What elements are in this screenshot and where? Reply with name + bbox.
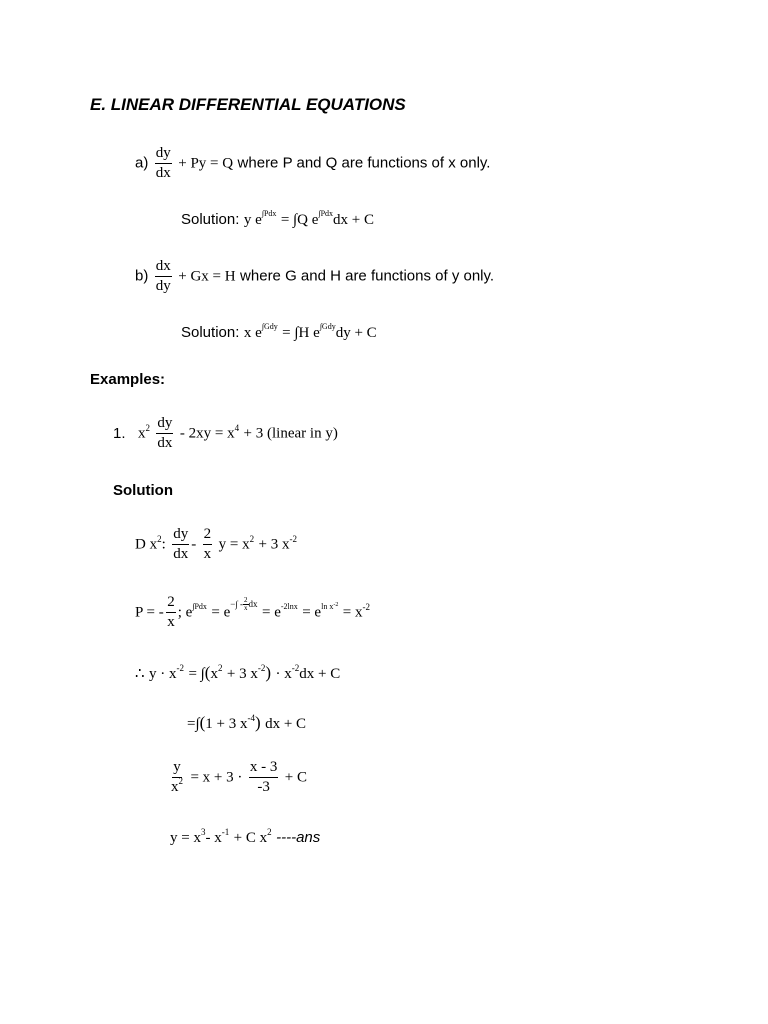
frac-num: dy (155, 146, 172, 164)
right-paren: ) (254, 713, 261, 732)
frac-den (170, 778, 184, 795)
step-5 (168, 760, 307, 795)
case-a-description: where P and Q are functions of x only. (237, 154, 491, 172)
expr: = x (342, 604, 363, 621)
exponent: ∫Pdx (192, 601, 207, 611)
exponent: -2 (176, 663, 184, 673)
exponent: -2 (333, 601, 339, 608)
step-6-answer (170, 829, 320, 847)
expr: + 3 (linear in y) (243, 425, 338, 442)
example-1 (113, 416, 338, 451)
frac-num: dy (172, 527, 189, 545)
expr: + C (284, 769, 307, 786)
frac-num: 2 (203, 527, 213, 545)
exponent: ln x (321, 601, 334, 611)
case-b-derivative (155, 259, 172, 294)
expr: 1 + 3 x (205, 716, 248, 732)
fraction (166, 595, 176, 630)
case-a-rest: + Py = Q (178, 155, 234, 172)
expr: dx + C (333, 212, 375, 228)
expr: x (137, 425, 146, 442)
expr: = ∫H e (282, 325, 320, 341)
frac-den: x (244, 604, 248, 613)
exponent: -2lnx (280, 601, 298, 611)
frac-num: 2 (166, 595, 176, 613)
expr: ; e (177, 604, 193, 621)
expr: x e (243, 325, 262, 341)
case-b-rest: + Gx = H (178, 268, 236, 285)
solution-label: Solution: (181, 324, 240, 341)
expr: - 2xy = x (179, 425, 235, 442)
expr: + C x (233, 830, 268, 846)
expr: P = - (135, 604, 164, 621)
exponent: -2 (362, 601, 370, 612)
expr: dx + C (265, 716, 307, 732)
therefore-symbol: ∴ (135, 666, 145, 682)
frac-den: dx (155, 165, 171, 181)
derivative (156, 416, 173, 451)
step-4 (187, 714, 306, 733)
exponent-group (230, 596, 258, 613)
solution-heading: Solution (113, 482, 173, 499)
expr: = x + 3 · (190, 769, 243, 786)
derivative (172, 527, 189, 562)
step-2 (135, 595, 370, 630)
case-a-derivative (155, 146, 172, 181)
frac-num: dy (156, 416, 173, 434)
expr: : (161, 536, 166, 553)
expr: y = x (170, 830, 201, 846)
frac-num: dx (155, 259, 172, 277)
expr: x (171, 779, 179, 795)
frac-den: dy (155, 278, 171, 294)
frac-den: x (203, 546, 212, 562)
expr: + 3 x (258, 536, 290, 553)
exponent: -1 (221, 827, 230, 837)
fraction (203, 527, 213, 562)
expr: dy + C (335, 325, 377, 341)
expr: - x (205, 830, 222, 846)
frac-num: 2 (244, 596, 248, 605)
exponent: ∫Gdy (319, 322, 336, 331)
exponent: −∫ - (230, 598, 244, 609)
frac-den: dx (173, 546, 189, 562)
exponent: 2 (267, 827, 272, 837)
case-b-description: where G and H are functions of y only. (240, 267, 495, 285)
expr: = e (302, 604, 322, 621)
exponent: 3 (200, 827, 206, 837)
exponent: 2 (217, 663, 223, 673)
frac-den: dx (157, 435, 173, 451)
expr: - (191, 536, 197, 553)
step-1 (135, 527, 297, 562)
exponent: -4 (247, 713, 255, 723)
frac-num: y (172, 760, 182, 778)
step-3 (135, 664, 340, 683)
expr: + 3 x (226, 666, 258, 682)
left-paren: ( (204, 663, 211, 682)
case-a-equation (135, 146, 490, 181)
case-b-equation (135, 259, 494, 294)
case-b-label: b) (135, 267, 149, 285)
section-title: E. LINEAR DIFFERENTIAL EQUATIONS (90, 95, 406, 114)
expr: x (210, 666, 218, 682)
solution-label: Solution: (181, 211, 240, 228)
expr: y · x (149, 666, 177, 682)
expr: y = x (218, 536, 250, 553)
exponent: -2 (289, 533, 298, 544)
frac-den: x (167, 614, 175, 630)
example-number: 1. (113, 424, 126, 442)
exponent: -2 (257, 663, 266, 673)
expr: · x (275, 666, 292, 682)
right-paren: ) (265, 663, 272, 682)
exponent: 2 (145, 422, 150, 433)
examples-heading: Examples: (90, 371, 166, 388)
exponent: -2 (291, 663, 300, 673)
case-b-solution (181, 324, 377, 342)
exponent: ∫Pdx (261, 209, 277, 218)
case-a-label: a) (135, 154, 149, 172)
left-paren: ( (199, 713, 206, 732)
expr: = e (211, 604, 231, 621)
exponent: ∫Pdx (318, 209, 334, 218)
exponent: 2 (178, 776, 183, 786)
fraction (170, 760, 184, 795)
expr: =∫ (187, 716, 200, 732)
expr: D x (135, 536, 158, 553)
frac-num: x - 3 (249, 760, 279, 778)
exponent: 2 (157, 533, 162, 544)
exponent: ∫Gdy (261, 322, 278, 331)
expr: dx + C (299, 666, 341, 682)
exponent: dx (248, 598, 258, 609)
expr: = ∫Q e (280, 212, 319, 228)
exponent: 2 (249, 533, 255, 544)
answer-marker: ----ans (276, 829, 321, 846)
expr: = e (262, 604, 281, 621)
expr: = ∫ (188, 666, 205, 682)
exponent: 4 (234, 422, 240, 433)
fraction (249, 760, 279, 795)
frac-den: -3 (257, 779, 270, 795)
case-a-solution (181, 211, 374, 229)
expr: y e (243, 212, 262, 228)
